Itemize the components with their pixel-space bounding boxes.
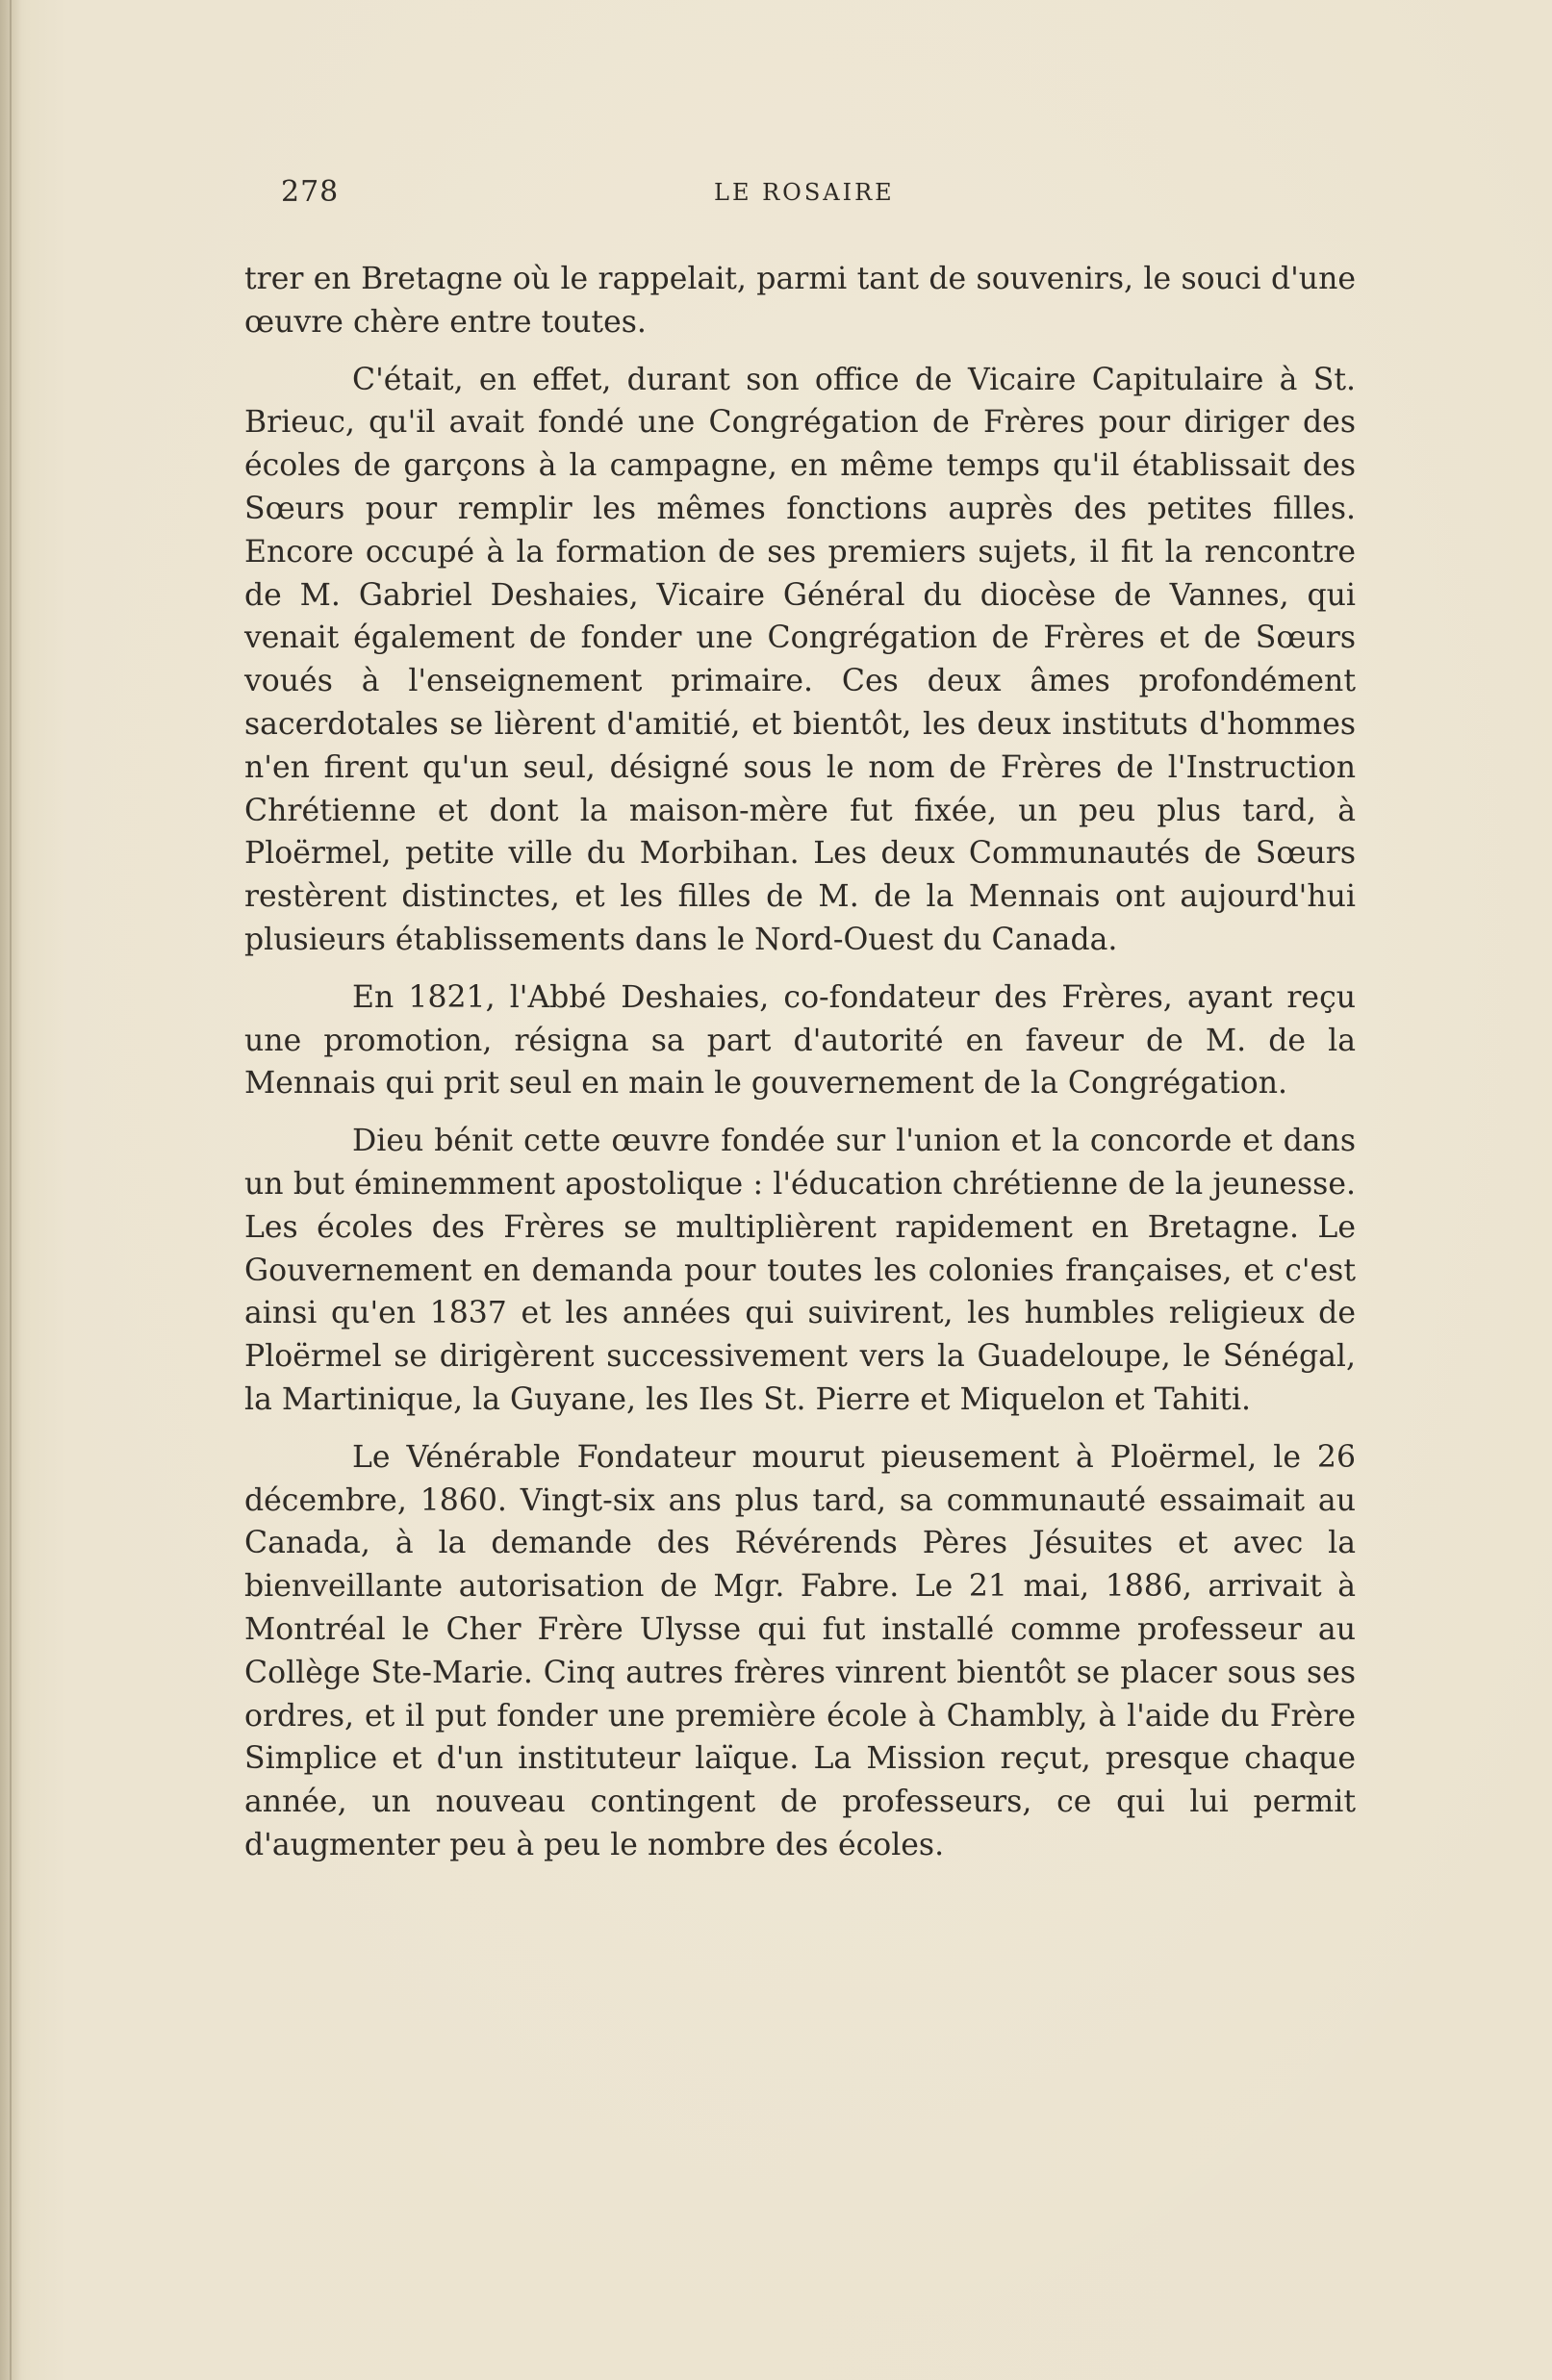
body-text: [244, 258, 1356, 1882]
paragraph: C'était, en effet, durant son office de Vicaire Capitulaire à St. Brieuc, qu'il avait fondé une Congrégation de Frères pour diriger des écoles de garçons à la campagne, en même temps qu'il établissait des Sœurs pour remplir les mêmes fonctions auprès des petites filles. Encore occupé à la formation de ses premiers sujets, il fit la rencontre de M. Gabriel Deshaies, Vicaire Général du diocèse de Vannes, qui venait également de fonder une Congrégation de Frères et de Sœurs voués à l'enseignement primaire. Ces deux âmes profondément sacerdotales se lièrent d'amitié, et bientôt, les deux instituts d'hommes n'en firent qu'un seul, désigné sous le nom de Frères de l'Instruction Chrétienne et dont la maison-mère fut fixée, un peu plus tard, à Ploërmel, petite ville du Morbihan. Les deux Communautés de Sœurs restèrent distinctes, et les filles de M. de la Mennais ont aujourd'hui plusieurs établissements dans le Nord-Ouest du Canada.: [244, 362, 1356, 957]
running-title: LE ROSAIRE: [714, 179, 895, 206]
paragraph: En 1821, l'Abbé Deshaies, co-fondateur des Frères, ayant reçu une promotion, résigna sa part d'autorité en faveur de M. de la Mennais qui prit seul en main le gouvernement de la Congrégation.: [244, 979, 1356, 1101]
binding-crease: [10, 0, 12, 2380]
page-header: [281, 175, 1356, 214]
paragraph-continued: trer en Bretagne où le rappelait, parmi tant de souvenirs, le souci d'une œuvre chère entre toutes.: [244, 262, 1356, 340]
paragraph: Dieu bénit cette œuvre fondée sur l'union et la concorde et dans un but éminemment apostolique : l'éducation chrétienne de la jeunesse. Les écoles des Frères se multiplièrent rapidement en Bretagne. Le Gouvernement en demanda pour toutes les colonies françaises, et c'est ainsi qu'en 1837 et les années qui suivirent, les humbles religieux de Ploërmel se dirigèrent successivement vers la Guadeloupe, le Sénégal, la Martinique, la Guyane, les Iles St. Pierre et Miquelon et Tahiti.: [244, 1124, 1356, 1417]
page-number: 278: [281, 175, 340, 209]
paragraph: Le Vénérable Fondateur mourut pieusement à Ploërmel, le 26 décembre, 1860. Vingt-six ans plus tard, sa communauté essaimait au Canada, à la demande des Révérends Pères Jésuites et avec la bienveillante autorisation de Mgr. Fabre. Le 21 mai, 1886, arrivait à Montréal le Cher Frère Ulysse qui fut installé comme professeur au Collège Ste-Marie. Cinq autres frères vinrent bientôt se placer sous ses ordres, et il put fonder une première école à Chambly, à l'aide du Frère Simplice et d'un instituteur laïque. La Mission reçut, presque chaque année, un nouveau contingent de professeurs, ce qui lui permit d'augmenter peu à peu le nombre des écoles.: [244, 1439, 1356, 1862]
